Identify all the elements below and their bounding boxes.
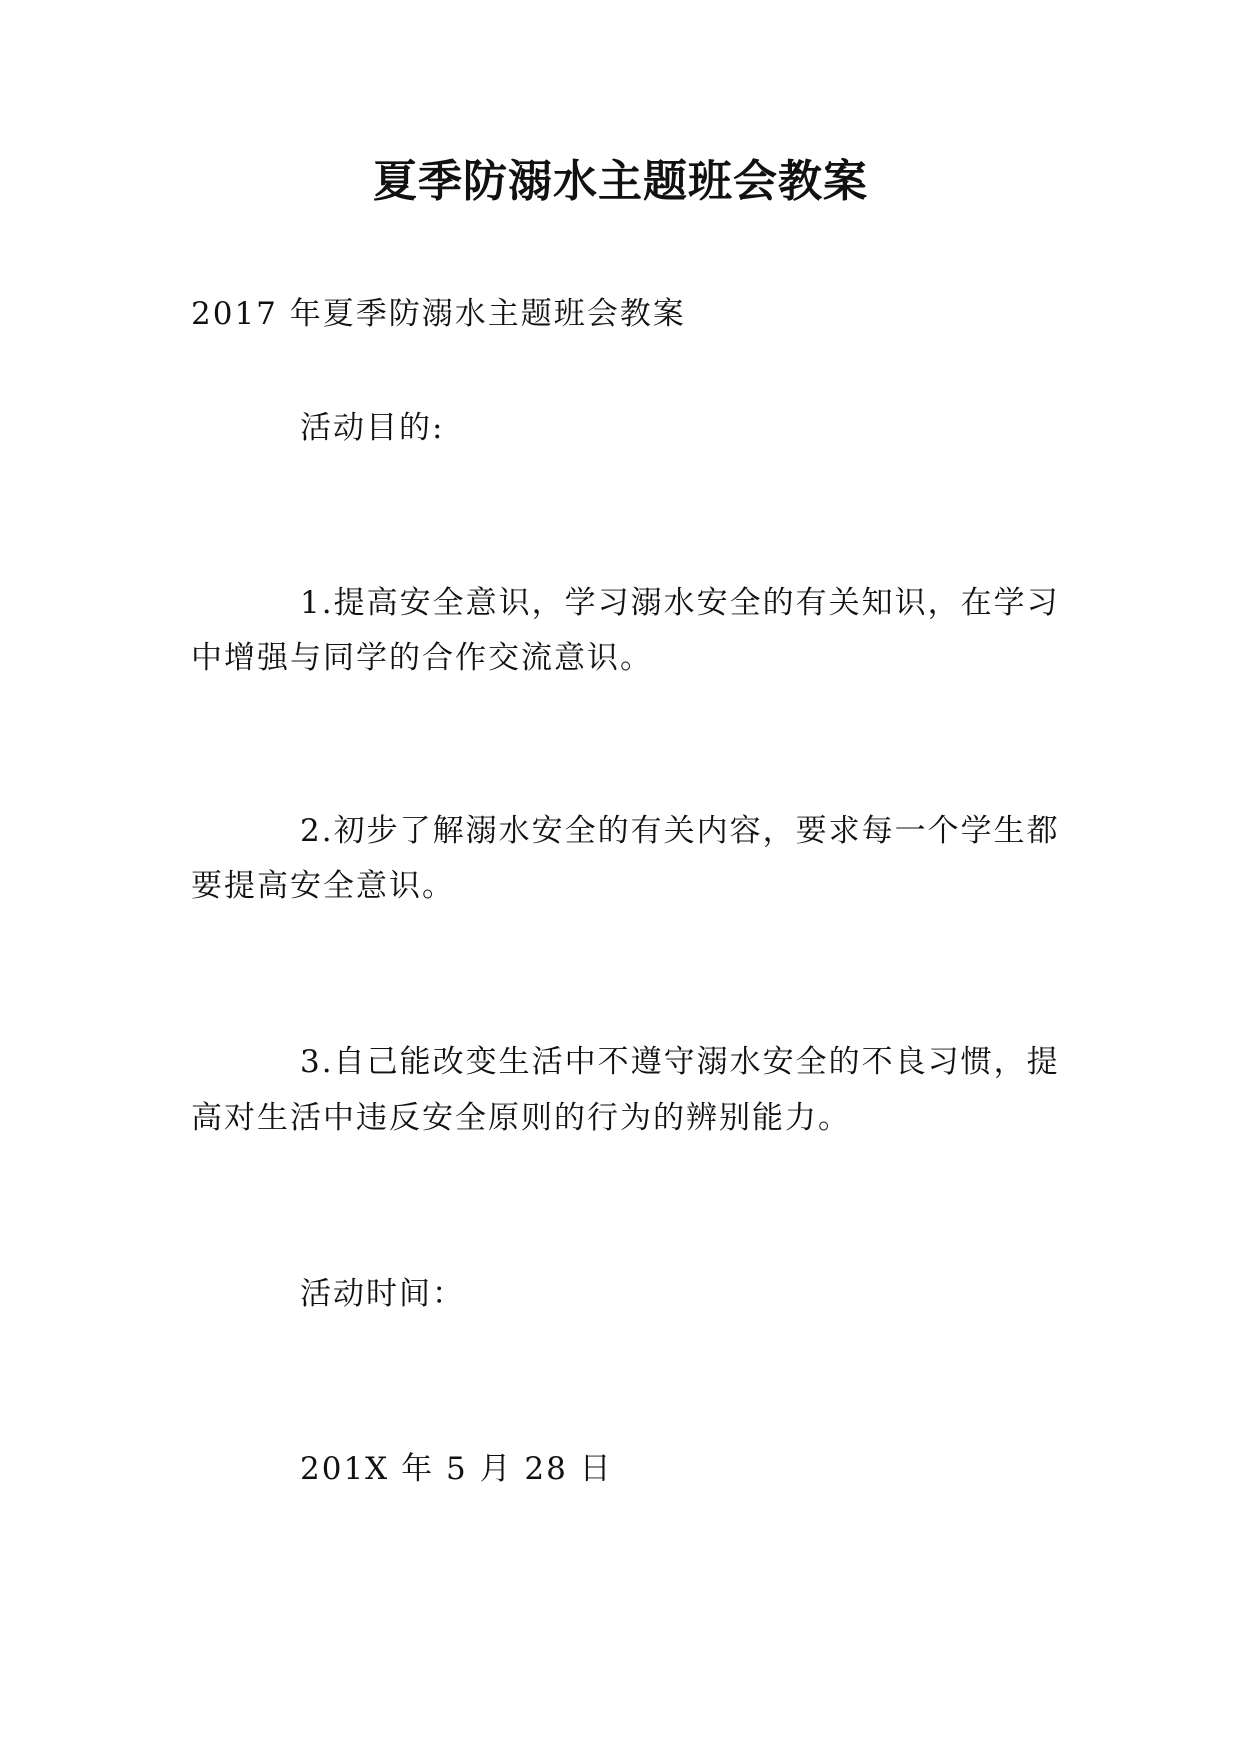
objective-1-line-1: 1.提高安全意识，学习溺水安全的有关知识，在学习 xyxy=(300,585,1060,621)
objective-2-line-1: 2.初步了解溺水安全的有关内容，要求每一个学生都 xyxy=(300,813,1060,849)
objective-1-line-2: 中增强与同学的合作交流意识。 xyxy=(191,640,653,676)
document-title: 夏季防溺水主题班会教案 xyxy=(373,156,868,207)
objectives-heading: 活动目的: xyxy=(300,410,445,446)
document-subtitle: 2017 年夏季防溺水主题班会教案 xyxy=(191,296,686,332)
objective-2-line-2: 要提高安全意识。 xyxy=(191,868,455,904)
time-heading: 活动时间： xyxy=(300,1276,465,1312)
objective-3-line-1: 3.自己能改变生活中不遵守溺水安全的不良习惯，提 xyxy=(300,1044,1060,1080)
time-value: 201X 年 5 月 28 日 xyxy=(300,1451,613,1487)
objective-3-line-2: 高对生活中违反安全原则的行为的辨别能力。 xyxy=(191,1100,851,1136)
